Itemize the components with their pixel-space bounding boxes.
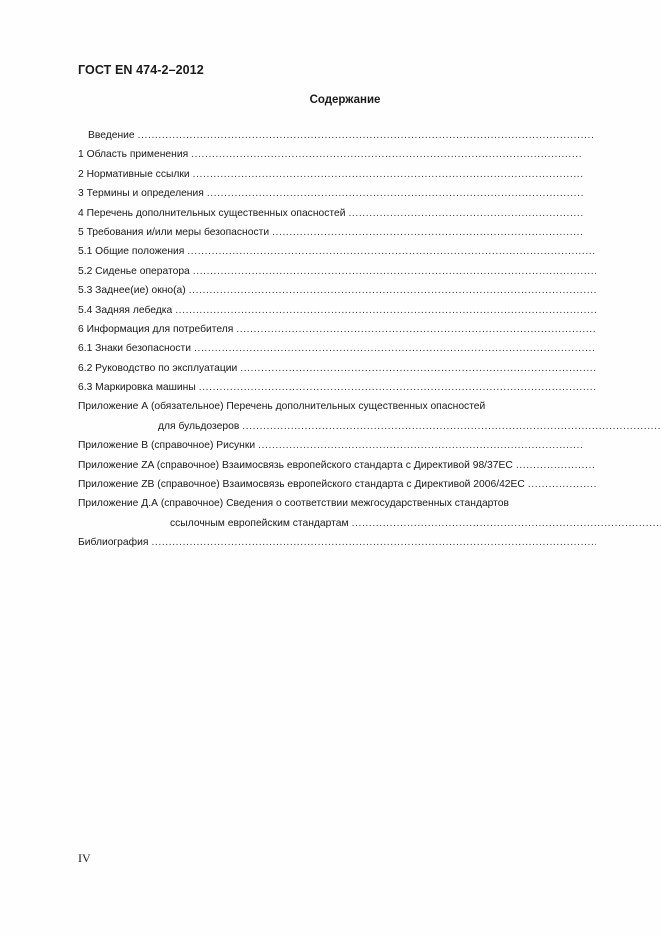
toc-entry-normative-references[interactable] <box>78 165 583 184</box>
toc-entry-machine-marking[interactable] <box>78 378 596 397</box>
toc-entry-label: Введение <box>88 130 135 141</box>
dot-leader <box>151 533 596 552</box>
toc-entry-label: для бульдозеров <box>158 420 240 432</box>
toc-entry-annex-zb[interactable] <box>78 475 596 494</box>
dot-leader <box>199 378 596 397</box>
toc-entry-label: Приложение ZB (справочное) Взаимосвязь европейского стандарта с Директивой 2006/42ЕС <box>78 479 525 491</box>
dot-leader <box>236 320 596 339</box>
dot-leader <box>516 456 596 475</box>
dot-leader <box>258 436 583 455</box>
toc-entry-general[interactable] <box>78 242 596 261</box>
toc-entry-label: 6 Информация для потребителя <box>78 323 234 335</box>
toc-entry-terms[interactable] <box>78 184 583 203</box>
toc-entry-annex-a-continued[interactable] <box>78 417 661 436</box>
toc-entry-label: 6.3 Маркировка машины <box>78 382 196 394</box>
dot-leader <box>175 301 596 320</box>
dot-leader <box>193 165 583 184</box>
page-number: IV <box>78 851 91 865</box>
dot-leader <box>242 417 661 436</box>
toc-entry-label: 6.2 Руководство по эксплуатации <box>78 362 238 374</box>
toc-entry-safety-signs[interactable] <box>78 339 596 358</box>
toc-entry-label: 3 Термины и определения <box>78 188 204 200</box>
toc-entry-operator-seat[interactable] <box>78 262 596 281</box>
dot-leader <box>138 126 593 145</box>
dot-leader <box>189 281 596 300</box>
toc-entry-label: 5 Требования и/или меры безопасности <box>78 226 270 238</box>
toc-entry-label: 5.2 Сиденье оператора <box>78 265 190 277</box>
toc-entry-label: 4 Перечень дополнительных существенных опасностей <box>78 207 346 219</box>
toc-entry-annex-a[interactable] <box>78 397 596 416</box>
toc-entry-operating-manual[interactable] <box>78 359 596 378</box>
toc-entry-introduction[interactable] <box>78 126 593 145</box>
dot-leader <box>272 223 583 242</box>
toc-entry-label: 6.1 Знаки безопасности <box>78 343 192 355</box>
dot-leader <box>528 475 596 494</box>
dot-leader <box>187 242 596 261</box>
toc-entry-safety-requirements[interactable] <box>78 223 583 242</box>
toc-entry-label: 5.1 Общие положения <box>78 246 185 258</box>
toc-entry-annex-da-continued[interactable] <box>78 514 661 533</box>
toc-entry-rear-winch[interactable] <box>78 301 596 320</box>
toc-entry-label: 1 Область применения <box>78 149 189 161</box>
toc-entry-label: Библиография <box>78 537 149 549</box>
table-of-contents <box>78 126 598 553</box>
dot-leader <box>352 514 661 533</box>
toc-entry-annex-b[interactable] <box>78 436 583 455</box>
toc-entry-label: 5.4 Задняя лебедка <box>78 304 173 316</box>
toc-entry-bibliography[interactable] <box>78 533 596 552</box>
toc-entry-label: Приложение А (обязательное) Перечень дополнительных существенных опасностей <box>78 401 486 413</box>
dot-leader <box>194 339 596 358</box>
dot-leader <box>191 145 583 164</box>
toc-entry-label: 2 Нормативные ссылки <box>78 168 190 180</box>
toc-entry-user-information[interactable] <box>78 320 596 339</box>
dot-leader <box>348 204 583 223</box>
toc-entry-label: 5.3 Заднее(ие) окно(а) <box>78 285 186 297</box>
toc-title: Содержание <box>309 94 381 106</box>
document-code: ГОСТ EN 474-2–2012 <box>78 63 204 77</box>
dot-leader <box>193 262 596 281</box>
toc-entry-label: Приложение Д.А (справочное) Сведения о соответствии межгосударственных стандартов <box>78 498 509 510</box>
toc-entry-annex-za[interactable] <box>78 456 596 475</box>
dot-leader <box>207 184 583 203</box>
toc-entry-rear-windows[interactable] <box>78 281 596 300</box>
toc-entry-hazards[interactable] <box>78 204 583 223</box>
toc-entry-annex-da[interactable] <box>78 494 596 513</box>
dot-leader <box>240 359 596 378</box>
toc-entry-label: Приложение ZA (справочное) Взаимосвязь европейского стандарта с Директивой 98/37ЕС <box>78 459 513 471</box>
toc-entry-scope[interactable] <box>78 145 583 164</box>
toc-entry-label: Приложение В (справочное) Рисунки <box>78 440 256 452</box>
toc-entry-label: ссылочным европейским стандартам <box>170 517 349 529</box>
